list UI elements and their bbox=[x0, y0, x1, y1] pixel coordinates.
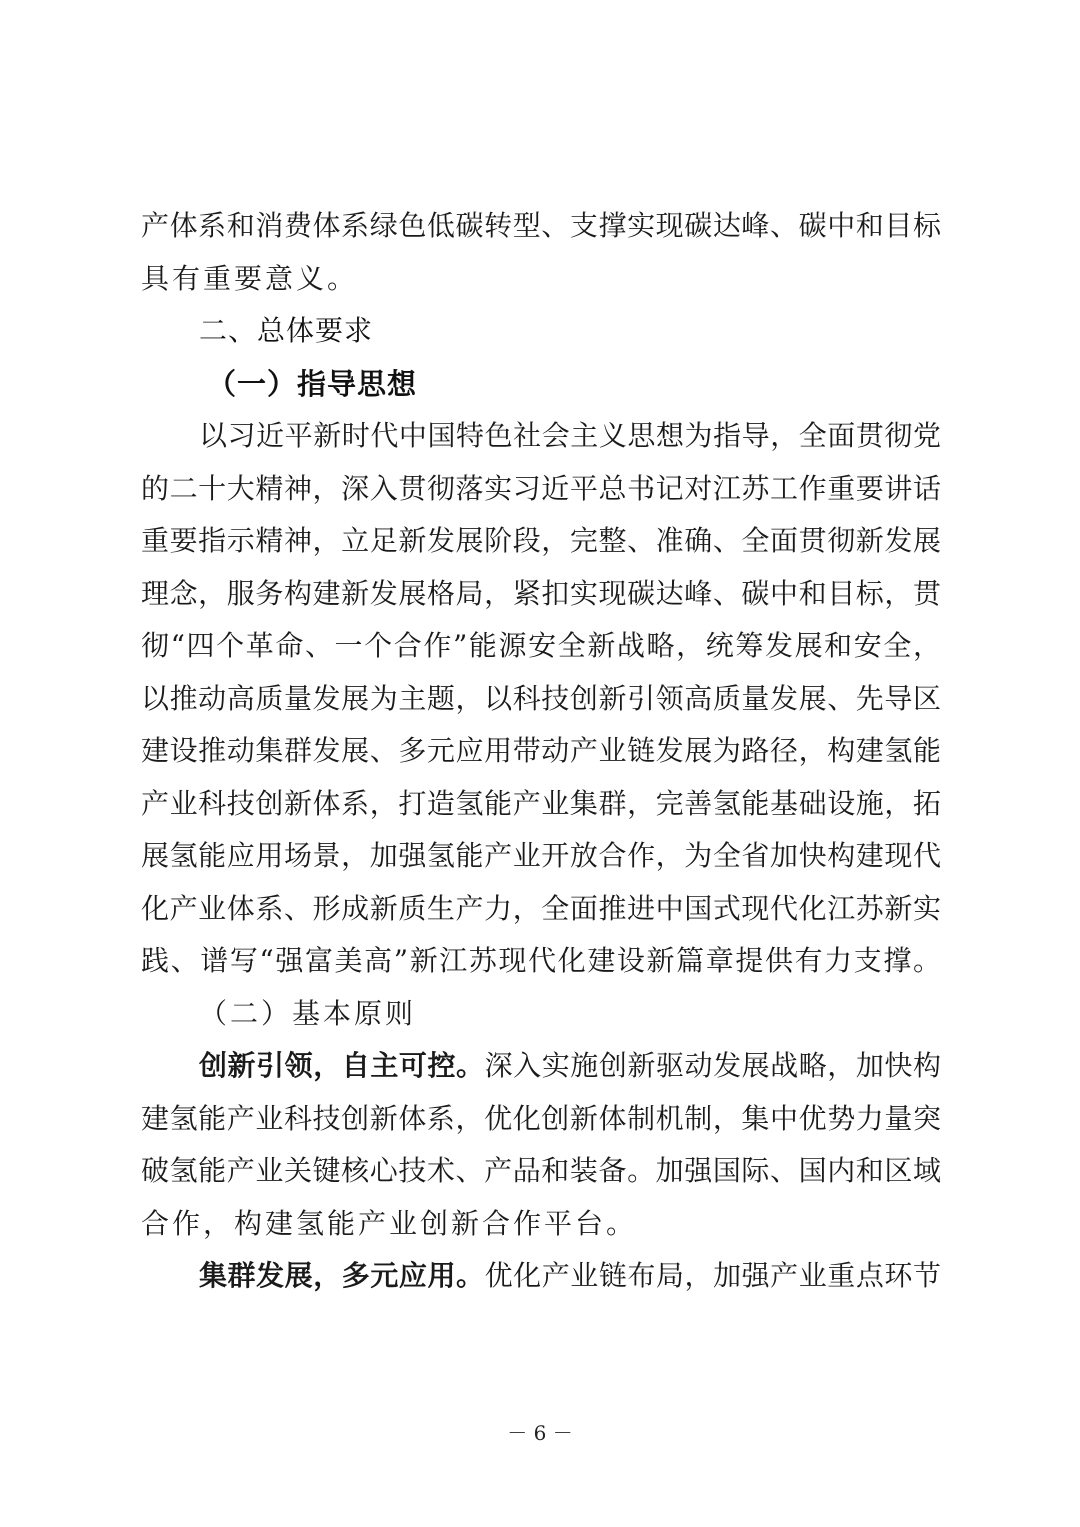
paragraph-line: 重要指示精神，立足新发展阶段，完整、准确、全面贯彻新发展 bbox=[141, 524, 941, 557]
paragraph-line: 具有重要意义。 bbox=[141, 261, 359, 295]
paragraph-line: 以推动高质量发展为主题，以科技创新引领高质量发展、先导区 bbox=[141, 681, 941, 715]
paragraph-line: 以习近平新时代中国特色社会主义思想为指导，全面贯彻党 bbox=[199, 419, 941, 452]
document-body bbox=[141, 200, 941, 1303]
subsection-heading: （二）基本原则 bbox=[199, 996, 417, 1030]
paragraph-line: 的二十大精神，深入贯彻落实习近平总书记对江苏工作重要讲话 bbox=[141, 471, 941, 505]
paragraph-text: 优化产业链布局，加强产业重点环节 bbox=[484, 1259, 941, 1292]
paragraph-line: 建氢能产业科技创新体系，优化创新体制机制，集中优势力量突 bbox=[141, 1101, 941, 1135]
paragraph-line bbox=[141, 1250, 941, 1303]
paragraph-text: 深入实施创新驱动发展战略，加快构 bbox=[484, 1049, 941, 1082]
paragraph-line: 产业科技创新体系，打造氢能产业集群，完善氢能基础设施，拓 bbox=[141, 786, 941, 820]
section-heading: 二、总体要求 bbox=[199, 314, 374, 347]
subsection-heading: （一）指导思想 bbox=[207, 366, 418, 401]
paragraph-line: 践、谱写“强富美高”新江苏现代化建设新篇章提供有力支撑。 bbox=[141, 944, 941, 977]
principle-title: 集群发展，多元应用。 bbox=[199, 1259, 485, 1292]
paragraph-line: 破氢能产业关键核心技术、产品和装备。加强国际、国内和区域 bbox=[141, 1154, 941, 1187]
paragraph-line: 化产业体系、形成新质生产力，全面推进中国式现代化江苏新实 bbox=[141, 891, 941, 925]
paragraph-line: 理念，服务构建新发展格局，紧扣实现碳达峰、碳中和目标，贯 bbox=[141, 576, 941, 610]
paragraph-line: 合作，构建氢能产业创新合作平台。 bbox=[141, 1206, 638, 1240]
paragraph-line: 产体系和消费体系绿色低碳转型、支撑实现碳达峰、碳中和目标 bbox=[141, 209, 941, 242]
principle-title: 创新引领，自主可控。 bbox=[199, 1049, 485, 1082]
page-number: － 6 － bbox=[507, 1421, 573, 1445]
paragraph-line bbox=[141, 1040, 941, 1093]
paragraph-line: 建设推动集群发展、多元应用带动产业链发展为路径，构建氢能 bbox=[141, 734, 941, 767]
paragraph-line: 展氢能应用场景，加强氢能产业开放合作，为全省加快构建现代 bbox=[141, 839, 941, 872]
paragraph-line: 彻“四个革命、一个合作”能源安全新战略，统筹发展和安全， bbox=[141, 629, 941, 662]
